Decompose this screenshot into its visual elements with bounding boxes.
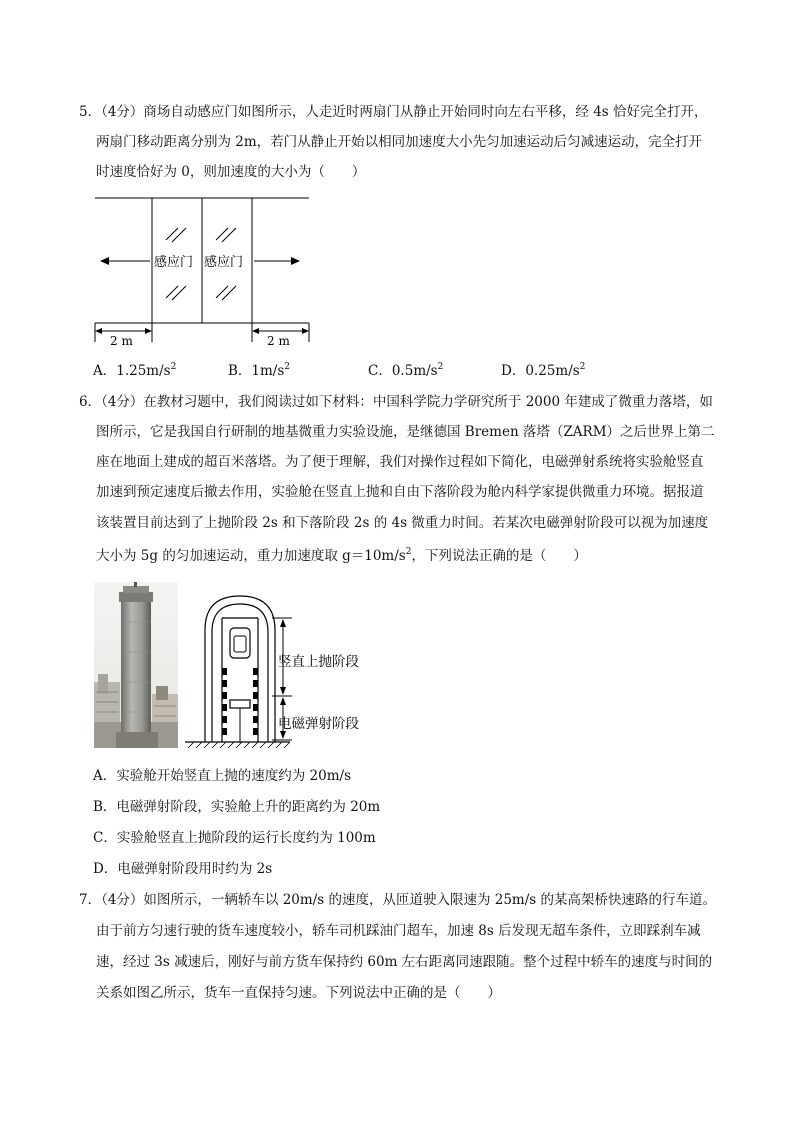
q6-line-6: 大小为 5g 的匀加速运动，重力加速度取 $g=10m/s^2$，下列说法正确的是（ ） bbox=[96, 547, 587, 564]
vertical-throw-label: 竖直上抛阶段 bbox=[278, 654, 359, 670]
q6-option-a[interactable]: A．实验舱开始竖直上抛的速度约为 20m/s bbox=[93, 768, 351, 784]
right-door-label: 感应门 bbox=[204, 255, 244, 270]
q7-line-4: 关系如图乙所示，货车一直保持匀速。下列说法中正确的是（ ） bbox=[96, 985, 501, 1001]
q6-option-d[interactable]: D．电磁弹射阶段用时约为 2s bbox=[93, 861, 273, 877]
drop-tower-photo bbox=[94, 582, 178, 748]
em-launch-label: 电磁弹射阶段 bbox=[278, 716, 359, 732]
q6-line-1: 6．（4分）在教材习题中，我们阅读过如下材料：中国科学院力学研究所于 2000 年建成了微重力落塔，如 bbox=[79, 394, 713, 410]
q6-option-c[interactable]: C．实验舱竖直上抛阶段的运行长度约为 100m bbox=[93, 830, 376, 846]
q5-option-b[interactable]: B．$1m/s^2$ bbox=[228, 362, 291, 379]
q7-line-1: 7．（4分）如图所示，一辆轿车以 20m/s 的速度，从匝道驶入限速为 25m/s 的某高架桥快速路的行车道。 bbox=[79, 892, 717, 908]
q5-line-3: 时速度恰好为 0，则加速度的大小为（ ） bbox=[96, 164, 366, 180]
q6-line-3: 座在地面上建成的超百米落塔。为了便于理解，我们对操作过程如下简化，电磁弹射系统将实验舱竖直 bbox=[96, 454, 704, 470]
q6-option-b[interactable]: B．电磁弹射阶段，实验舱上升的距离约为 20m bbox=[93, 799, 381, 815]
q7-line-2: 由于前方匀速行驶的货车速度较小，轿车司机踩油门超车，加速 8s 后发现无超车条件，立即踩刹车减 bbox=[96, 923, 701, 939]
left-arrow-icon bbox=[100, 257, 150, 265]
q5-option-a[interactable]: A．$1.25m/s^2$ bbox=[93, 362, 177, 379]
sliding-door-diagram bbox=[90, 192, 314, 350]
left-door-label: 感应门 bbox=[154, 255, 194, 270]
q5-option-d[interactable]: D．$0.25m/s^2$ bbox=[501, 362, 586, 379]
right-distance-label: 2 m bbox=[267, 334, 290, 348]
left-distance-label: 2 m bbox=[110, 334, 133, 348]
q6-line-2: 图所示，它是我国自行研制的地基微重力实验设施，是继德国 Bremen 落塔（ZARM）之后世界上第二 bbox=[96, 424, 715, 440]
q6-line-4: 加速到预定速度后撤去作用，实验舱在竖直上抛和自由下落阶段为舱内科学家提供微重力环境。据报道 bbox=[96, 484, 704, 500]
q5-line-2: 两扇门移动距离分别为 2m，若门从静止开始以相同加速度大小先匀加速运动后匀减速运动，完全打开 bbox=[96, 134, 703, 150]
capsule-icon bbox=[230, 628, 250, 658]
q6-line-5: 该装置目前达到了上抛阶段 2s 和下落阶段 2s 的 4s 微重力时间。若某次电磁弹射阶段可以视为加速度 bbox=[96, 515, 709, 531]
right-arrow-icon bbox=[254, 257, 300, 265]
q5-option-c[interactable]: C．$0.5m/s^2$ bbox=[368, 362, 444, 379]
q7-line-3: 速，经过 3s 减速后，刚好与前方货车保持约 60m 左右距离同速跟随。整个过程中轿车的速度与时间的 bbox=[96, 954, 713, 970]
drop-tower-schematic bbox=[180, 592, 380, 750]
q5-line-1: 5．（4分）商场自动感应门如图所示，人走近时两扇门从静止开始同时向左右平移，经 4s 恰好完全打开， bbox=[79, 104, 708, 120]
